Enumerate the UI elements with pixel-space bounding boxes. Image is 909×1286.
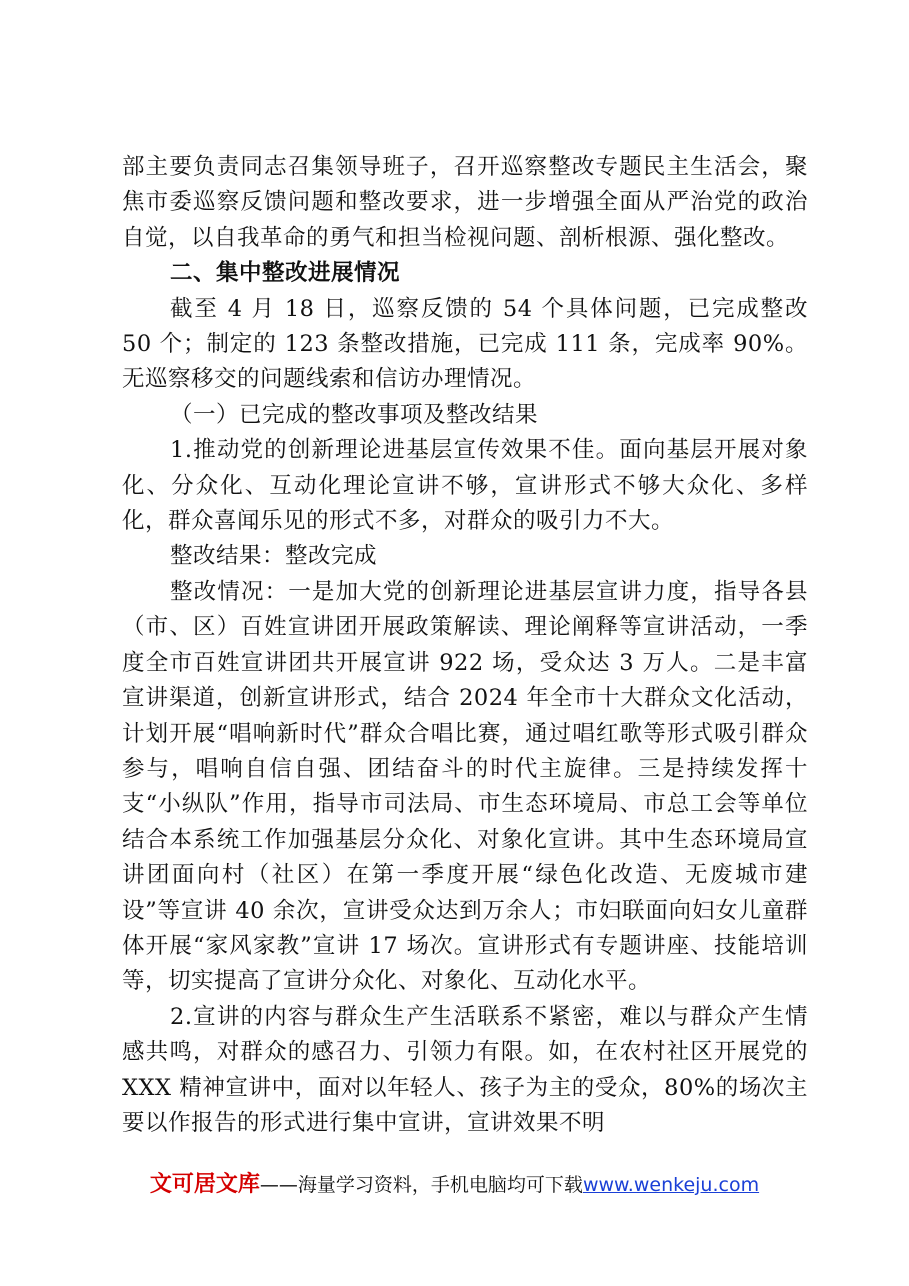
subheading-completed-items: （一）已完成的整改事项及整改结果 (170, 401, 539, 428)
paragraph-1: 部主要负责同志召集领导班子，召开巡察整改专题民主生活会，聚焦市委巡察反馈问题和整改要求，进一步增强全面从严治党的政治自觉，以自我革命的勇气和担当检视问题、剖析根源、强化整改。 (122, 154, 808, 251)
paragraph-progress: 截至 4 月 18 日，巡察反馈的 54 个具体问题，已完成整改 50 个；制定的 123 条整改措施，已完成 111 条，完成率 90%。无巡察移交的问题线索和信访办理情况。 (122, 295, 808, 393)
section-heading-2: 二、集中整改进展情况 (170, 260, 401, 287)
paragraph-situation: 整改情况：一是加大党的创新理论进基层宣讲力度，指导各县（市、区）百姓宣讲团开展政策解读、理论阐释等宣讲活动，一季度全市百姓宣讲团共开展宣讲 922 场，受众达 3 万人。二是丰富宣讲渠道，创新宣讲形式，结合 2024 年全市十大群众文化活动，计划开展“唱响新时代”群众合唱比赛，通过唱红歌等形式吸引群众参与，唱响自信自强、团结奋斗的时代主旋律。三是持续发挥十支“小纵队”作用，指导市司法局、市生态环境局、市总工会等单位结合本系统工作加强基层分众化、对象化宣讲。其中生态环境局宣讲团面向村（社区）在第一季度开展“绿色化改造、无废城市建设”等宣讲 40 余次，宣讲受众达到万余人；市妇联面向妇女儿童群体开展“家风家教”宣讲 17 场次。宣讲形式有专题讲座、技能培训等，切实提高了宣讲分众化、对象化、互动化水平。 (122, 578, 808, 995)
paragraph-result: 整改结果：整改完成 (170, 543, 378, 570)
footer-brand: 文可居文库 (149, 1172, 260, 1197)
footer-tagline: ——海量学习资料，手机电脑均可下载 (259, 1174, 583, 1196)
document-body (122, 150, 808, 1141)
footer-banner (0, 1172, 909, 1198)
paragraph-item-1: 1.推动党的创新理论进基层宣传效果不佳。面向基层开展对象化、分众化、互动化理论宣讲不够，宣讲形式不够大众化、多样化，群众喜闻乐见的形式不多，对群众的吸引力不大。 (122, 437, 808, 535)
footer-link[interactable]: www.wenkeju.com (582, 1174, 760, 1196)
paragraph-item-2: 2.宣讲的内容与群众生产生活联系不紧密，难以与群众产生情感共鸣，对群众的感召力、引领力有限。如，在农村社区开展党的 XXX 精神宣讲中，面对以年轻人、孩子为主的受众，80%的场次主要以作报告的形式进行集中宣讲，宣讲效果不明 (122, 1003, 808, 1136)
